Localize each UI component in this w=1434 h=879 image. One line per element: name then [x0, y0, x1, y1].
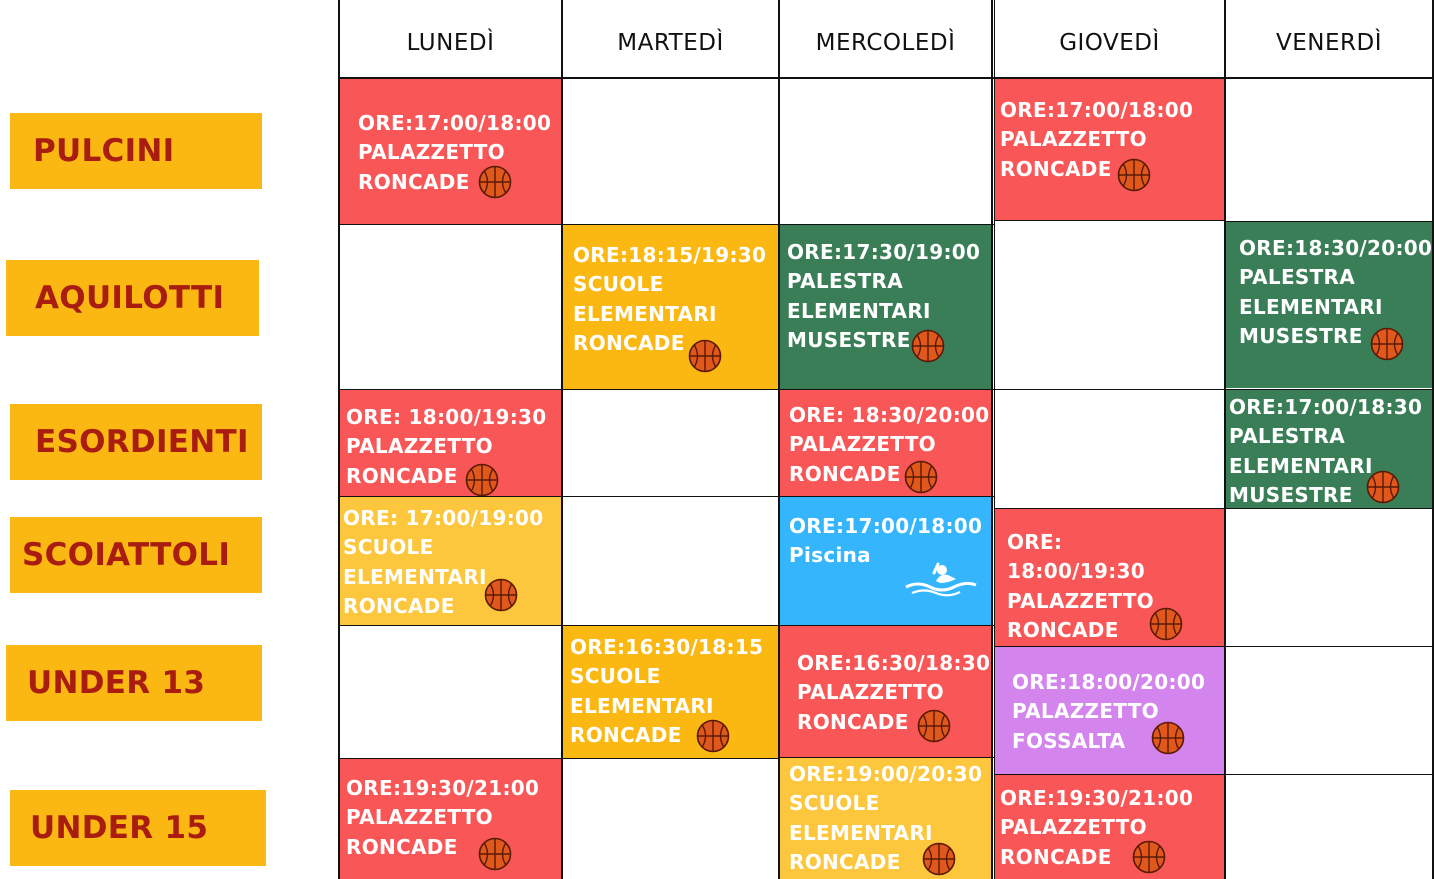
time-label: ORE:18:30/20:00: [1239, 236, 1433, 260]
basketball-icon: [1366, 470, 1400, 504]
venue-label: ELEMENTARI: [570, 693, 714, 718]
venue-label: PALAZZETTO: [358, 140, 505, 165]
session-aquilotti-venerdi: [1225, 222, 1432, 388]
time-label: ORE:: [1007, 530, 1063, 554]
venue-label: RONCADE: [346, 834, 458, 859]
day-header-venerdi: VENERDÌ: [1276, 30, 1382, 56]
venue-label: SCUOLE: [789, 791, 880, 816]
venue-label: PALAZZETTO: [346, 434, 493, 459]
venue-label: ELEMENTARI: [343, 564, 487, 589]
group-label-scoiattoli: SCOIATTOLI: [10, 517, 262, 593]
time-label: ORE: 17:00/19:00: [343, 506, 544, 530]
session-aquilotti-mercoledi: [780, 225, 992, 389]
time-label: ORE:18:00/20:00: [1012, 670, 1206, 694]
venue-label: PALAZZETTO: [1000, 815, 1147, 840]
day-header-mercoledi: MERCOLEDÌ: [815, 30, 956, 56]
group-label-esordienti: ESORDIENTI: [10, 404, 262, 480]
venue-label: RONCADE: [1000, 156, 1112, 181]
venue-label: RONCADE: [1000, 844, 1112, 869]
time-label: ORE:17:30/19:00: [787, 240, 981, 264]
basketball-icon: [1149, 607, 1183, 641]
session-under13-martedi: [563, 626, 779, 758]
session-esordienti-lunedi: [340, 390, 562, 496]
time-label: ORE:16:30/18:15: [570, 635, 764, 659]
basketball-icon: [696, 719, 730, 753]
venue-label: RONCADE: [343, 593, 455, 618]
venue-label: PALAZZETTO: [797, 680, 944, 705]
venue-label: MUSESTRE: [1229, 482, 1353, 507]
time-label: ORE:19:30/21:00: [346, 776, 540, 800]
group-label-under15: UNDER 15: [10, 790, 266, 866]
time-label: ORE:17:00/18:00: [358, 111, 552, 135]
basketball-icon: [904, 460, 938, 494]
time-label: ORE:16:30/18:30: [797, 651, 991, 675]
venue-label: PALESTRA: [787, 269, 904, 294]
venue-label: RONCADE: [1007, 617, 1119, 642]
venue-label: RONCADE: [573, 330, 685, 355]
time-label: ORE:19:00/20:30: [789, 762, 983, 786]
session-under13-mercoledi: [780, 626, 992, 757]
basketball-icon: [1132, 840, 1166, 874]
session-esordienti-venerdi: [1225, 390, 1432, 508]
venue-label: PALAZZETTO: [346, 805, 493, 830]
group-label-aquilotti: AQUILOTTI: [6, 260, 259, 336]
basketball-icon: [478, 165, 512, 199]
venue-label: PALESTRA: [1229, 424, 1346, 449]
venue-label: ELEMENTARI: [573, 301, 717, 326]
time-label: ORE:18:15/19:30: [573, 243, 767, 267]
basketball-icon: [484, 578, 518, 612]
venue-label: SCUOLE: [343, 535, 434, 560]
time-label: ORE: 18:00/19:30: [346, 405, 547, 429]
venue-label: PALAZZETTO: [1007, 588, 1154, 613]
session-esordienti-mercoledi: [780, 390, 992, 496]
day-header-martedi: MARTEDÌ: [617, 30, 724, 56]
session-scoiattoli-giovedi: [994, 509, 1224, 646]
session-under13-giovedi: [994, 647, 1224, 774]
basketball-icon: [478, 837, 512, 871]
venue-label: MUSESTRE: [787, 327, 911, 352]
venue-label: ELEMENTARI: [1229, 453, 1373, 478]
group-label-pulcini: PULCINI: [10, 113, 262, 189]
venue-label: PALAZZETTO: [789, 432, 936, 457]
basketball-icon: [911, 329, 945, 363]
venue-label: RONCADE: [570, 722, 682, 747]
venue-label: ELEMENTARI: [789, 820, 933, 845]
session-under15-mercoledi: [780, 758, 992, 879]
swimmer-icon: [904, 561, 978, 597]
basketball-icon: [922, 842, 956, 876]
venue-label: FOSSALTA: [1012, 728, 1126, 753]
time-label: 18:00/19:30: [1007, 559, 1145, 584]
session-pulcini-lunedi: [340, 79, 562, 224]
time-label: ORE:19:30/21:00: [1000, 786, 1194, 810]
basketball-icon: [1151, 721, 1185, 755]
basketball-icon: [688, 339, 722, 373]
venue-label: SCUOLE: [570, 664, 661, 689]
session-scoiattoli-lunedi: [340, 497, 562, 625]
venue-label: PALAZZETTO: [1012, 699, 1159, 724]
venue-label: Piscina: [789, 543, 871, 568]
basketball-icon: [917, 709, 951, 743]
venue-label: SCUOLE: [573, 272, 664, 297]
venue-label: RONCADE: [358, 169, 470, 194]
venue-label: RONCADE: [789, 849, 901, 874]
day-header-giovedi: GIOVEDÌ: [1059, 30, 1160, 56]
venue-label: ELEMENTARI: [1239, 294, 1383, 319]
basketball-icon: [465, 463, 499, 497]
venue-label: PALESTRA: [1239, 265, 1356, 290]
venue-label: RONCADE: [346, 463, 458, 488]
time-label: ORE: 18:30/20:00: [789, 403, 990, 427]
basketball-icon: [1117, 158, 1151, 192]
venue-label: RONCADE: [789, 461, 901, 486]
time-label: ORE:17:00/18:00: [789, 514, 983, 538]
session-pulcini-giovedi: [994, 79, 1224, 220]
day-header-lunedi: LUNEDÌ: [406, 30, 495, 56]
venue-label: ELEMENTARI: [787, 298, 931, 323]
venue-label: MUSESTRE: [1239, 323, 1363, 348]
session-scoiattoli-mercoledi: [780, 497, 992, 625]
session-aquilotti-martedi: [563, 225, 779, 389]
session-under15-giovedi: [994, 775, 1224, 879]
time-label: ORE:17:00/18:00: [1000, 98, 1194, 122]
basketball-icon: [1370, 327, 1404, 361]
time-label: ORE:17:00/18:30: [1229, 395, 1423, 419]
venue-label: RONCADE: [797, 709, 909, 734]
group-label-under13: UNDER 13: [6, 645, 262, 721]
session-under15-lunedi: [340, 759, 562, 879]
venue-label: PALAZZETTO: [1000, 127, 1147, 152]
